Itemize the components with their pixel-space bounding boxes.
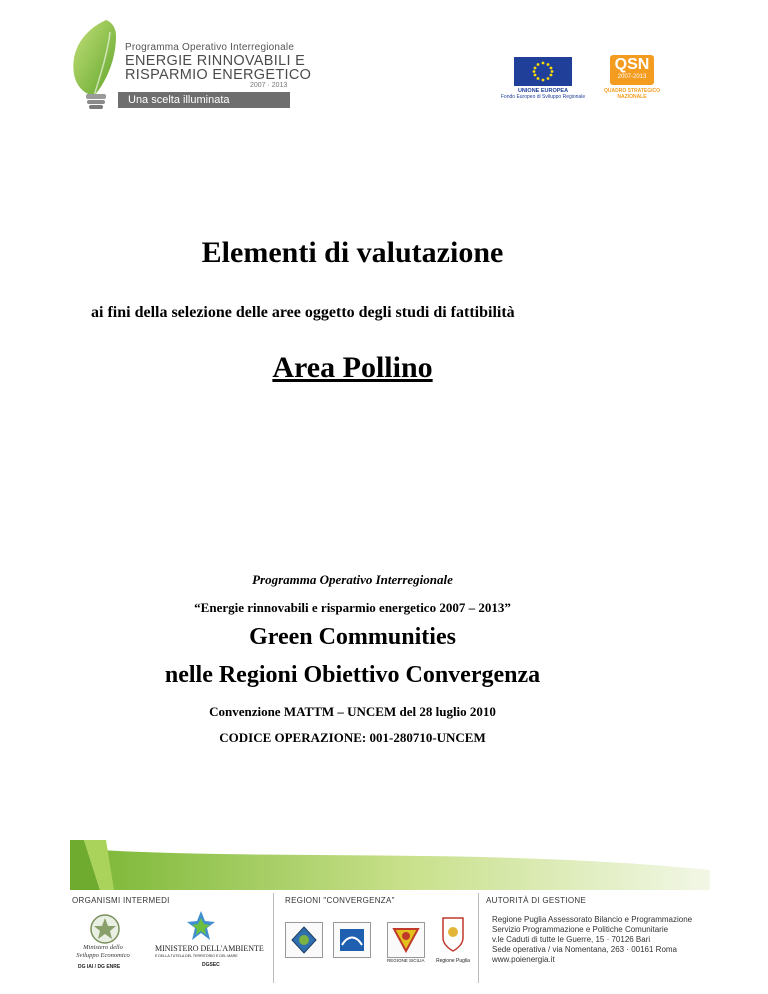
ministero-sviluppo-label: Ministero dello Sviluppo Economico [76,944,130,959]
regione-sicilia-label: REGIONE SICILIA [387,958,425,963]
logo-program-line: Programma Operativo Interregionale [125,42,295,53]
website-link[interactable]: www.poienergia.it [492,955,555,964]
ministero-ambiente-label: MINISTERO DELL'AMBIENTE [155,944,264,953]
logo-title [125,54,311,82]
footer-divider [273,893,274,983]
ministero-ambiente-dir: DGSEC [202,962,220,968]
footer-organismi-heading: ORGANISMI INTERMEDI [72,896,170,905]
qsn-logo-years: 2007-2013 [617,74,647,80]
project-title-line1: Green Communities [249,624,456,650]
qsn-logo-subtitle: QUADRO STRATEGICO NAZIONALE [603,88,661,100]
program-quote: “Energie rinnovabili e risparmio energetico 2007 – 2013” [194,600,511,615]
program-label: Programma Operativo Interregionale [252,572,453,587]
regione-sicilia-emblem-icon [387,922,425,958]
footer-divider [478,893,479,983]
operation-code: CODICE OPERAZIONE: 001-280710-UNCEM [219,730,486,745]
convention-line: Convenzione MATTM – UNCEM del 28 luglio 2010 [209,704,496,719]
address-line: Servizio Programmazione e Politiche Comunitarie [492,925,669,934]
project-title-line2: nelle Regioni Obiettivo Convergenza [164,662,541,688]
logo-tagline: Una scelta illuminata [118,92,290,108]
ministero-ambiente-star-icon [186,910,216,942]
footer-regioni-heading: REGIONI "CONVERGENZA" [285,896,395,905]
ministero-ambiente-sub: E DELLA TUTELA DEL TERRITORIO E DEL MARE [155,954,238,958]
ministero-sviluppo-sub: DG IAI / DG ENRE [78,964,121,970]
area-heading: Area Pollino [272,351,433,384]
regione-puglia-emblem-icon [440,914,466,954]
italian-republic-emblem-icon [88,912,122,946]
eu-fund-label: Fondo Europeo di Sviluppo Regionale [500,94,586,100]
address-line: Regione Puglia Assessorato Bilancio e Programmazione [492,915,693,924]
document-title: Elementi di valutazione [201,236,504,269]
footer-swoosh-icon [70,840,710,890]
regione-campania-emblem-icon [333,922,371,958]
logo-title-line1: ENERGIE RINNOVABILI E [125,53,306,69]
eu-flag-icon [514,57,572,86]
regione-calabria-emblem-icon [285,922,323,958]
regione-puglia-label: Regione Puglia [436,958,470,964]
qsn-logo-name: QSN [614,56,650,73]
eu-label: UNIONE EUROPEA [517,88,569,94]
logo-years: 2007 · 2013 [250,82,288,89]
document-subtitle: ai fini della selezione delle aree oggetto degli studi di fattibilità [91,304,515,321]
address-line: Sede operativa / via Nomentana, 263 · 00161 Roma [492,945,678,954]
autorita-address [492,915,692,965]
logo-title-line2: RISPARMIO ENERGETICO [125,67,312,83]
footer-autorita-heading: AUTORITÀ DI GESTIONE [486,896,587,905]
address-line: v.le Caduti di tutte le Guerre, 15 · 70126 Bari [492,935,651,944]
